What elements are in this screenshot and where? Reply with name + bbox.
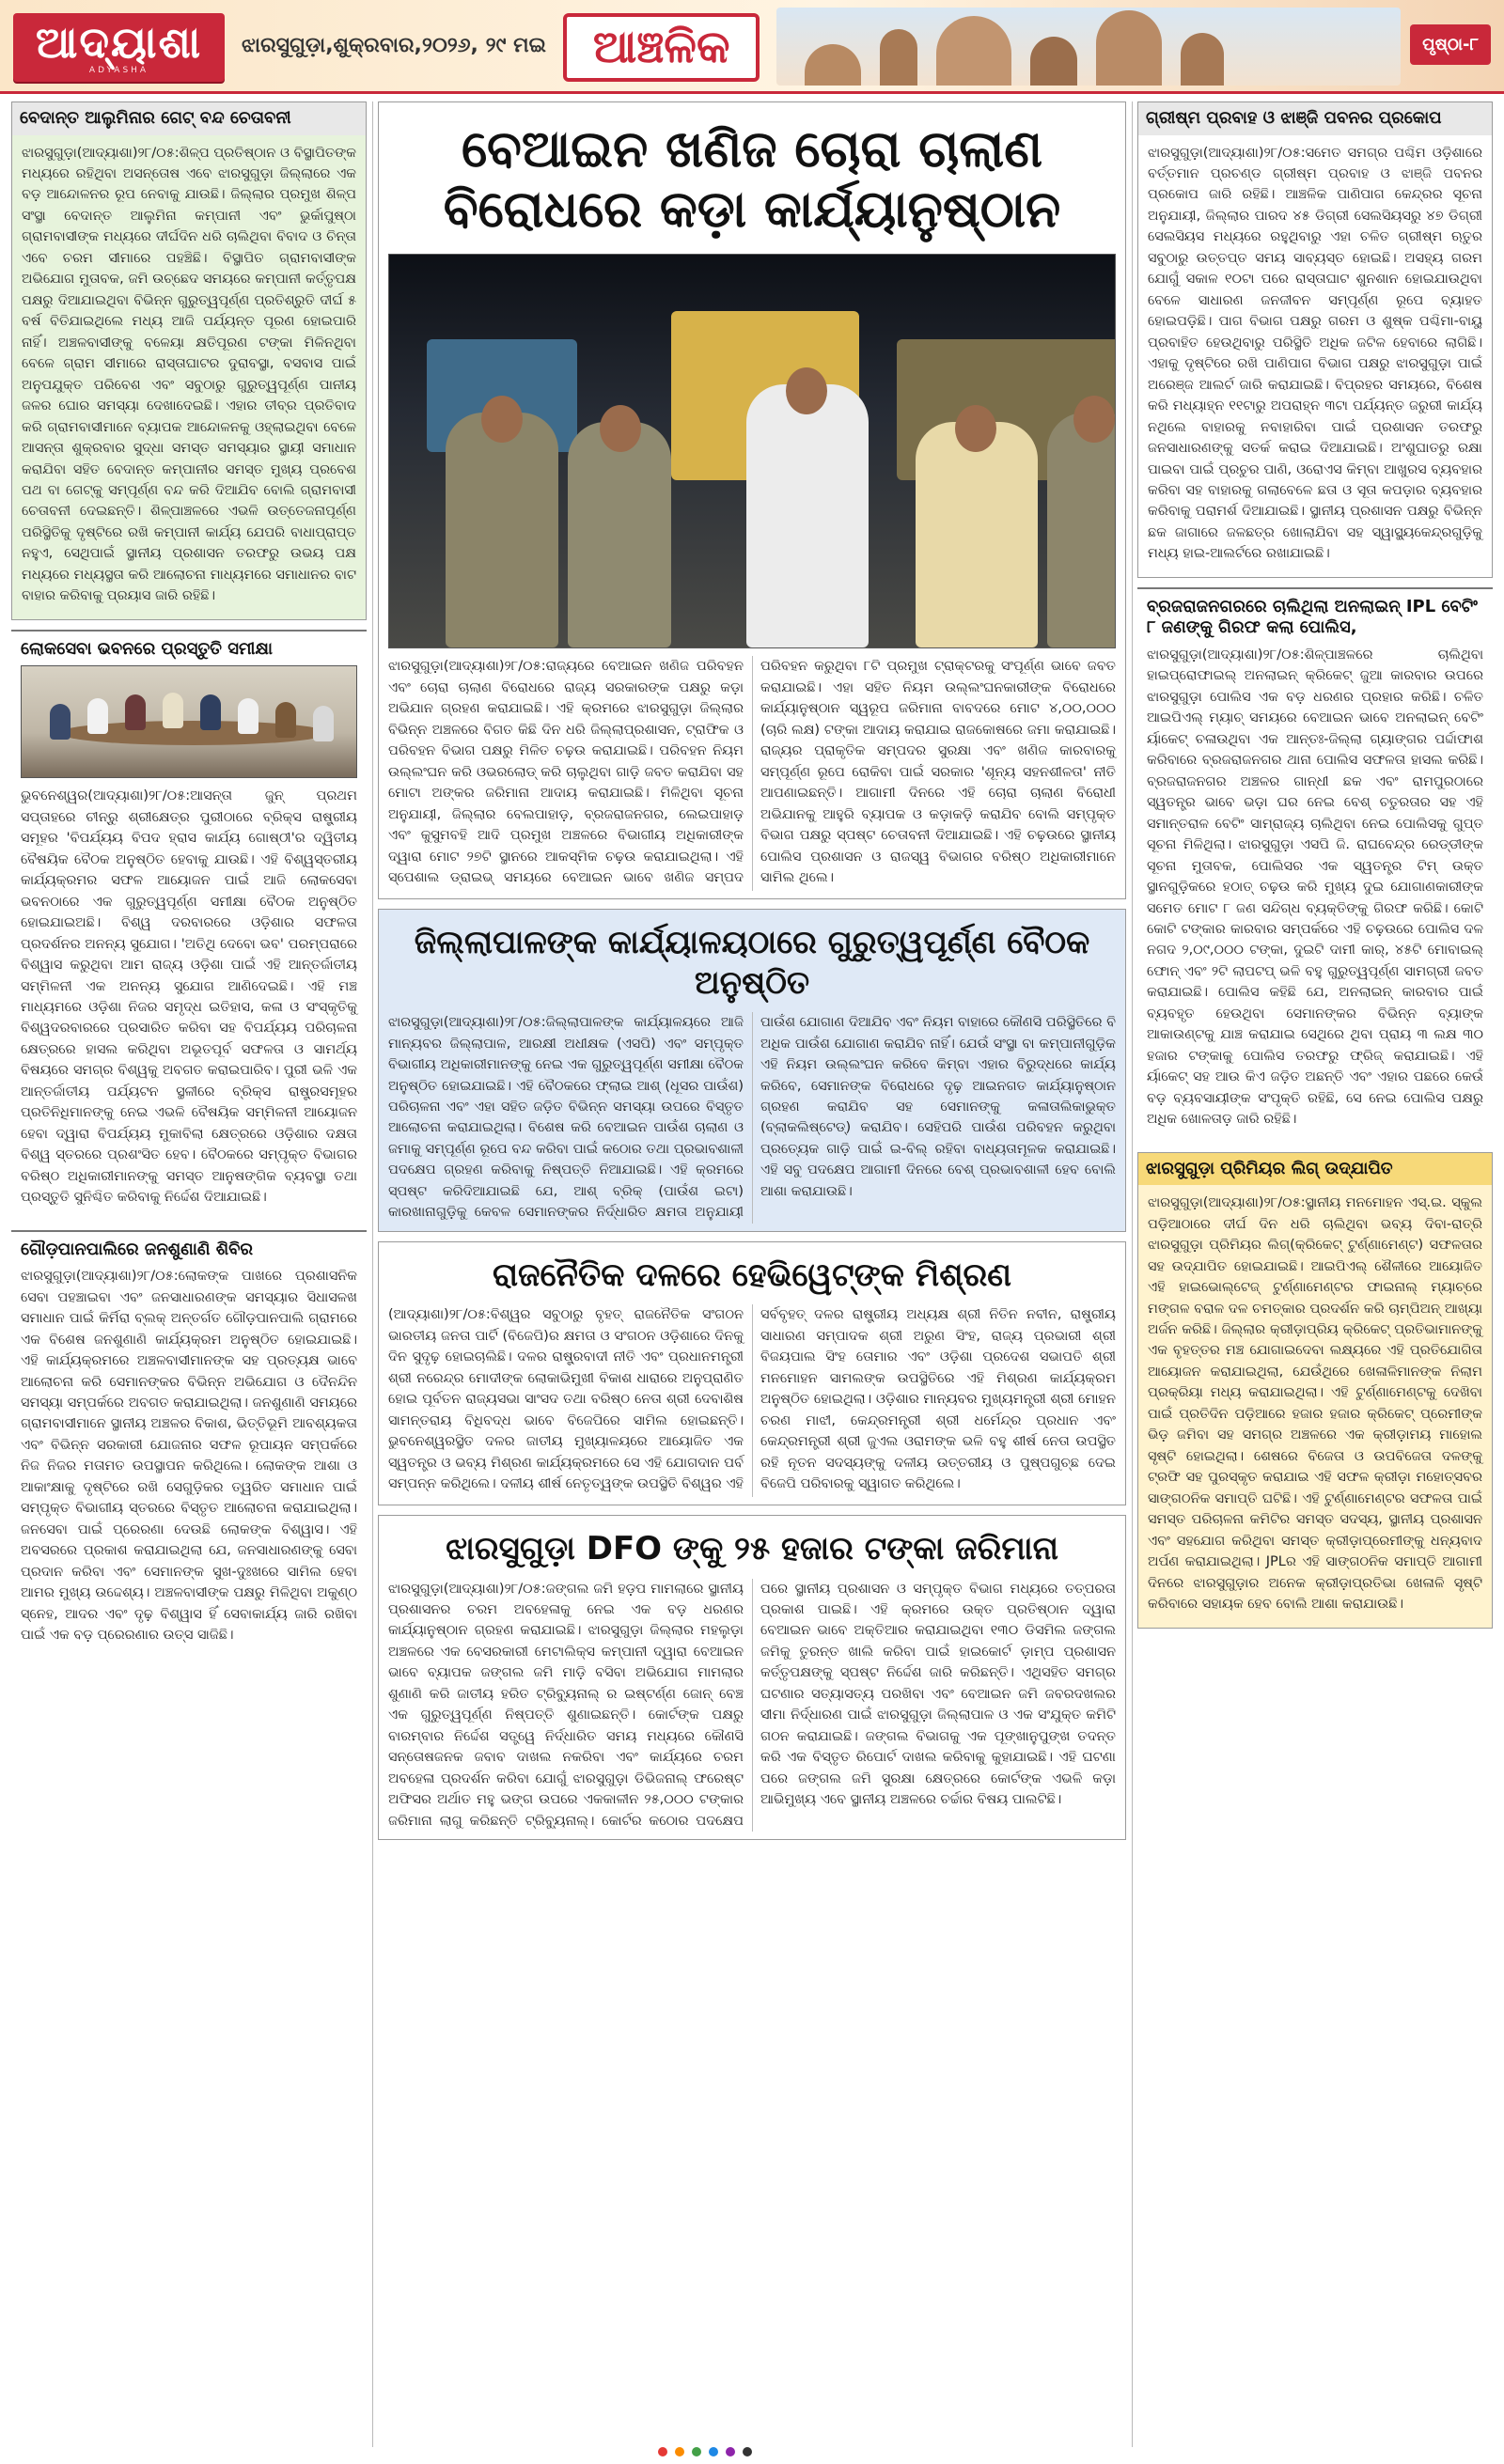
article-body bbox=[1147, 645, 1483, 1131]
article-paragraph: ଝାରସୁଗୁଡ଼ା(ଆଦ୍ୟାଶା)୨୮/୦୫:ଜିଲ୍ଲାପାଳଙ୍କ କାର୍ଯ୍ୟାଳୟରେ ଆଜି ମାନ୍ୟବର ଜିଲ୍ଲାପାଳ, ଆରକ୍ଷୀ ଅଧୀକ୍ଷକ (ଏସପି) ଏବଂ ସମ୍ପୃକ୍ତ ବିଭାଗୀୟ ଅଧିକାରୀମାନଙ୍କୁ ନେଇ ଏକ ଗୁରୁତ୍ୱପୂର୍ଣ୍ଣ ସମୀକ୍ଷା ବୈଠକ ଅନୁଷ୍ଠିତ ହୋଇଯାଇଛି। ଏହି ବୈଠକରେ ଫ୍ଲାଇ ଆଶ୍ (ଧୂସର ପାଉଁଶ) ପରିଚାଳନା ଏବଂ ଏହା ସହିତ ଜଡ଼ିତ ବିଭିନ୍ନ ସମସ୍ୟା ଉପରେ ବିସ୍ତୃତ ଆଲୋଚନା କରାଯାଇଥିଲା। ବିଶେଷ କରି ବେଆଇନ ପାଉଁଶ ଚାଲାଣ ଓ ଜମାକୁ ସମ୍ପୂର୍ଣ୍ଣ ରୂପେ ବନ୍ଦ କରିବା ପାଇଁ କଠୋର ତଥା ପ୍ରଭାବଶାଳୀ ପଦକ୍ଷେପ ଗ୍ରହଣ କରିବାକୁ ନିଷ୍ପତ୍ତି ନିଆଯାଇଛି। ଏହି କ୍ରମରେ ସ୍ପଷ୍ଟ କରିଦିଆଯାଇଛି ଯେ, ଆଶ୍ ବ୍ରିକ୍ (ପାଉଁଶ ଇଟା) କାରଖାନାଗୁଡ଼ିକୁ କେବଳ ସେମାନଙ୍କର ନିର୍ଦ୍ଧାରିତ କ୍ଷମତା ଅନୁଯାୟୀ ପାଉଁଶ ଯୋଗାଣ ଦିଆଯିବ ଏବଂ ନିୟମ ବାହାରେ କୌଣସି ପରିସ୍ଥିତିରେ ବି ଅଧିକ ପାଉଁଶ ଯୋଗାଣ କରାଯିବ ନାହିଁ। ଯେଉଁ ସଂସ୍ଥା ବା କମ୍ପାନୀଗୁଡ଼ିକ ଏହି ନିୟମ ଉଲ୍ଲଂଘନ କରିବେ କିମ୍ବା ଏହାର ବିରୁଦ୍ଧରେ କାର୍ଯ୍ୟ କରିବେ, ସେମାନଙ୍କ ବିରୋଧରେ ଦୃଢ଼ ଆଇନଗତ କାର୍ଯ୍ୟାନୁଷ୍ଠାନ ଗ୍ରହଣ କରାଯିବ ସହ ସେମାନଙ୍କୁ କଳାତାଲିକାଭୁକ୍ତ (ବ୍ଲାକଲିଷ୍ଟେଡ୍) କରାଯିବ। ସେହିପରି ପାଉଁଶ ପରିବହନ କରୁଥିବା ପ୍ରତ୍ୟେକ ଗାଡ଼ି ପାଇଁ ଇ-ବିଲ୍ ରହିବା ବାଧ୍ୟତାମୂଳକ କରାଯାଇଛି। ଏହି ସବୁ ପଦକ୍ଷେପ ଆଗାମୀ ଦିନରେ ବେଶ୍ ପ୍ରଭାବଶାଳୀ ହେବ ବୋଲି ଆଶା କରାଯାଉଛି। bbox=[388, 1015, 1116, 1221]
article-headline: ଗ୍ରୀଷ୍ମ ପ୍ରବାହ ଓ ଝାଞ୍ଜି ପବନର ପ୍ରକୋପ bbox=[1138, 102, 1492, 135]
article-headline: ଗୌଡ଼ପାନପାଲିରେ ଜନଶୁଣାଣି ଶିବିର bbox=[21, 1239, 254, 1259]
article-body bbox=[388, 1012, 1116, 1224]
masthead bbox=[0, 0, 1504, 94]
article-body bbox=[21, 1266, 357, 1645]
article-body bbox=[22, 143, 356, 607]
dateline: ଝାରସୁଗୁଡ଼ା,ଶୁକ୍ରବାର,୨୦୨୬, ୨୯ ମଇ bbox=[242, 34, 546, 57]
left-column bbox=[11, 101, 367, 2447]
article-premier-league bbox=[1137, 1152, 1493, 1629]
article-headline: ଲୋକସେବା ଭବନରେ ପ୍ରସ୍ତୁତି ସମୀକ୍ଷା bbox=[21, 638, 274, 659]
article-heatwave bbox=[1137, 101, 1493, 578]
section-title: ଆଞ୍ଚଳିକ bbox=[563, 13, 760, 82]
article-paragraph: ଝାରସୁଗୁଡ଼ା(ଆଦ୍ୟାଶା)୨୮/୦୫:ଶିଳ୍ପ ପ୍ରତିଷ୍ଠାନ ଓ ବିସ୍ଥାପିତଙ୍କ ମଧ୍ୟରେ ରହିଥିବା ଅସନ୍ତୋଷ ଏବେ ଝାରସୁଗୁଡ଼ା ଜିଲ୍ଲାରେ ଏକ ବଡ଼ ଆନ୍ଦୋଳନର ରୂପ ନେବାକୁ ଯାଉଛି। ଜିଲ୍ଲାର ପ୍ରମୁଖ ଶିଳ୍ପ ସଂସ୍ଥା ବେଦାନ୍ତ ଆଲୁମିନା କମ୍ପାନୀ ଏବଂ ଭୁର୍କାପୁଷ୍ଠା ଗ୍ରାମବାସୀଙ୍କ ମଧ୍ୟରେ ଦୀର୍ଘଦିନ ଧରି ଚାଲିଥିବା ବିବାଦ ଓ ଚିନ୍ତା ଏବେ ଚରମ ସୀମାରେ ପହଞ୍ଚିଛି। ବିସ୍ଥାପିତ ଗ୍ରାମବାସୀଙ୍କ ଅଭିଯୋଗ ମୁତାବକ, ଜମି ଉଚ୍ଛେଦ ସମୟରେ କମ୍ପାନୀ କର୍ତ୍ତୃପକ୍ଷ ପକ୍ଷରୁ ଦିଆଯାଇଥିବା ବିଭିନ୍ନ ଗୁରୁତ୍ୱପୂର୍ଣ୍ଣ ପ୍ରତିଶ୍ରୁତି ଦୀର୍ଘ ୫ ବର୍ଷ ବିତିଯାଇଥିଲେ ମଧ୍ୟ ଆଜି ପର୍ଯ୍ୟନ୍ତ ପୂରଣ ହୋଇପାରି ନାହିଁ। ଅଞ୍ଚଳବାସୀଙ୍କୁ ବଳେୟା କ୍ଷତିପୂରଣ ଟଙ୍କା ମିଳିନଥିବା ବେଳେ ଗ୍ରାମ ସୀମାରେ ରାସ୍ତାଘାଟର ଦୁରାବସ୍ଥା, ବସବାସ ପାଇଁ ଅନୁପଯୁକ୍ତ ପରିବେଶ ଏବଂ ସବୁଠାରୁ ଗୁରୁତ୍ୱପୂର୍ଣ୍ଣ ପାନୀୟ ଜଳର ଘୋର ସମସ୍ୟା ଦେଖାଦେଇଛି। ଏହାର ତୀବ୍ର ପ୍ରତିବାଦ କରି ଗ୍ରାମବାସୀମାନେ ବ୍ୟାପକ ଆନ୍ଦୋଳନକୁ ଓହ୍ଲାଇଥିବା ବେଳେ ଆସନ୍ତା ଶୁକ୍ରବାର ସୁଦ୍ଧା ସମସ୍ତ ସମସ୍ୟାର ସ୍ଥାୟୀ ସମାଧାନ କରାଯିବା ସହିତ ବେଦାନ୍ତ କମ୍ପାନୀର ସମସ୍ତ ମୁଖ୍ୟ ପ୍ରବେଶ ପଥ ବା ଗେଟ୍‌କୁ ସମ୍ପୂର୍ଣ୍ଣ ବନ୍ଦ କରି ଦିଆଯିବ ବୋଲି ଗ୍ରାମବାସୀ ଚେତାବନୀ ଦେଇଛନ୍ତି। ଶିଳ୍ପାଞ୍ଚଳରେ ଏଭଳି ଉତ୍ତେଜନାପୂର୍ଣ୍ଣ ପରିସ୍ଥିତିକୁ ଦୃଷ୍ଟିରେ ରଖି କମ୍ପାନୀ କାର୍ଯ୍ୟ ଯେପରି ବାଧାପ୍ରାପ୍ତ ନହୁଏ, ସେଥିପାଇଁ ସ୍ଥାନୀୟ ପ୍ରଶାସନ ତରଫରୁ ଉଭୟ ପକ୍ଷ ମଧ୍ୟରେ ମଧ୍ୟସ୍ଥତା କରି ଆଲୋଚନା ମାଧ୍ୟମରେ ସମାଧାନର ବାଟ ବାହାର କରିବାକୁ ପ୍ରୟାସ ଜାରି ରହିଛି। bbox=[22, 145, 356, 604]
lead-headline-line-1: ବେଆଇନ ଖଣିଜ ଚୋରା ଚାଲାଣ bbox=[461, 119, 1043, 179]
logo-subtext: ADYASHA bbox=[88, 65, 149, 75]
page-number-badge: ପୃଷ୍ଠା-୮ bbox=[1410, 24, 1491, 65]
article-political-joining bbox=[378, 1241, 1126, 1505]
article-paragraph: ଝାରସୁଗୁଡ଼ା(ଆଦ୍ୟାଶା)୨୮/୦୫:ସ୍ଥାନୀୟ ମନମୋହନ ଏସ୍.ଇ. ସ୍କୁଲ ପଡ଼ିଆଠାରେ ଦୀର୍ଘ ଦିନ ଧରି ଚାଲିଥିବା ଭବ୍ୟ ଦିବା-ରାତ୍ରି ଝାରସୁଗୁଡ଼ା ପ୍ରିମିୟର ଲିଗ୍(କ୍ରିକେଟ୍ ଟୁର୍ଣ୍ଣାମେଣ୍ଟ) ସଫଳତାର ସହ ଉଦ୍‌ଯାପିତ ହୋଇଯାଇଛି। ଆଇପିଏଲ୍ ଶୈଳୀରେ ଆୟୋଜିତ ଏହି ହାଇଭୋଲ୍ଟେଜ୍ ଟୁର୍ଣ୍ଣାମେଣ୍ଟର ଫାଇନାଲ୍ ମ୍ୟାଚ୍‌ରେ ମଙ୍ଗଳ ବରାଳ ଦଳ ଚମତ୍କାର ପ୍ରଦର୍ଶନ କରି ଚାମ୍ପିଅନ୍ ଆଖ୍ୟା ଅର୍ଜନ କରିଛି। ଜିଲ୍ଲାର କ୍ରୀଡ଼ାପ୍ରିୟ କ୍ରିକେଟ୍ ପ୍ରତିଭାମାନଙ୍କୁ ଏକ ବୃହତ୍ତର ମଞ୍ଚ ଯୋଗାଇଦେବା ଲକ୍ଷ୍ୟରେ ଏହି ପ୍ରତିଯୋଗିତା ଆୟୋଜନ କରାଯାଇଥିଲା, ଯେଉଁଥିରେ ଖେଳାଳିମାନଙ୍କ ନିଲାମ ପ୍ରକ୍ରିୟା ମଧ୍ୟ କରାଯାଇଥିଲା। ଏହି ଟୁର୍ଣ୍ଣାମେଣ୍ଟକୁ ଦେଖିବା ପାଇଁ ପ୍ରତିଦିନ ପଡ଼ିଆରେ ହଜାର ହଜାର କ୍ରିକେଟ୍ ପ୍ରେମୀଙ୍କ ଭିଡ଼ ଜମିବା ସହ ସମଗ୍ର ଅଞ୍ଚଳରେ ଏକ କ୍ରୀଡ଼ାମୟ ମାହୋଲ ସୃଷ୍ଟି ହୋଇଥିଲା। ଶେଷରେ ବିଜେତା ଓ ଉପବିଜେତା ଦଳଙ୍କୁ ଟ୍ରଫି ସହ ପୁରସ୍କୃତ କରାଯାଇ ଏହି ସଫଳ କ୍ରୀଡ଼ା ମହୋତ୍ସବର ସାଙ୍ଗଠନିକ ସମାପ୍ତି ଘଟିଛି। ଏହି ଟୁର୍ଣ୍ଣାମେଣ୍ଟର ସଫଳତା ପାଇଁ ସମସ୍ତ ପରିଚାଳନା କମିଟିର ସମସ୍ତ ସଦସ୍ୟ, ସ୍ଥାନୀୟ ପ୍ରଶାସନ ଏବଂ ସହଯୋଗ କରିଥିବା ସମସ୍ତ କ୍ରୀଡ଼ାପ୍ରେମୀଙ୍କୁ ଧନ୍ୟବାଦ ଅର୍ପଣ କରାଯାଇଥିଲା। JPLର ଏହି ସାଙ୍ଗଠନିକ ସମାପ୍ତି ଆଗାମୀ ଦିନରେ ଝାରସୁଗୁଡ଼ାର ଅନେକ କ୍ରୀଡ଼ାପ୍ରତିଭା ଖେଳାଳି ସୃଷ୍ଟି କରିବାରେ ସହାୟକ ହେବ ବୋଲି ଆଶା କରାଯାଉଛି। bbox=[1148, 1195, 1482, 1613]
article-headline: ବେଦାନ୍ତ ଆଲୁମିନାର ଗେଟ୍ ବନ୍ଦ ଚେତାବନୀ bbox=[12, 102, 366, 135]
article-headline: ଝାରସୁଗୁଡ଼ା DFO ଙ୍କୁ ୨୫ ହଜାର ଟଙ୍କା ଜରିମାନା bbox=[446, 1530, 1058, 1567]
lead-headline-line-2: ବିରୋଧରେ କଡ଼ା କାର୍ଯ୍ୟାନୁଷ୍ଠାନ bbox=[443, 179, 1061, 239]
middle-column bbox=[378, 101, 1126, 2447]
article-janasunani-camp bbox=[11, 1230, 367, 1659]
meeting-photo bbox=[21, 665, 357, 778]
article-body bbox=[1148, 143, 1482, 565]
article-headline: ଝାରସୁଗୁଡ଼ା ପ୍ରିମିୟର ଲିଗ୍ ଉଦ୍‌ଯାପିତ bbox=[1138, 1153, 1492, 1186]
article-paragraph: (ଆଦ୍ୟାଶା)୨୮/୦୫:ବିଶ୍ୱର ସବୁଠାରୁ ବୃହତ୍ ରାଜନୈତିକ ସଂଗଠନ ଭାରତୀୟ ଜନତା ପାର୍ଟି (ବିଜେପି)ର କ୍ଷମତା ଓ ସଂଗଠନ ଓଡ଼ିଶାରେ ଦିନକୁ ଦିନ ସୁଦୃଢ଼ ହୋଇଚାଲିଛି। ଦଳର ରାଷ୍ଟ୍ରବାଦୀ ନୀତି ଏବଂ ପ୍ରଧାନମନ୍ତ୍ରୀ ଶ୍ରୀ ନରେନ୍ଦ୍ର ମୋଦୀଙ୍କ ଲୋକାଭିମୁଖୀ ବିକାଶ ଧାରାରେ ଅନୁପ୍ରାଣିତ ହୋଇ ପୂର୍ବତନ ରାଜ୍ୟସଭା ସାଂସଦ ତଥା ବରିଷ୍ଠ ନେତା ଶ୍ରୀ ଦେବାଶିଷ ସାମନ୍ତରାୟ ବିଧିବଦ୍ଧ ଭାବେ ବିଜେପିରେ ସାମିଲ ହୋଇଛନ୍ତି। ଭୁବନେଶ୍ୱରସ୍ଥିତ ଦଳର ଜାତୀୟ ମୁଖ୍ୟାଳୟରେ ଆୟୋଜିତ ଏକ ସ୍ୱତନ୍ତ୍ର ଓ ଭବ୍ୟ ମିଶ୍ରଣ କାର୍ଯ୍ୟକ୍ରମରେ ସେ ଏହି ଯୋଗଦାନ ପର୍ବ ସମ୍ପନ୍ନ କରିଥିଲେ। ଦଳୀୟ ଶୀର୍ଷ ନେତୃତ୍ୱଙ୍କ ଉପସ୍ଥିତି ବିଶ୍ୱର ଏହି ସର୍ବବୃହତ୍ ଦଳର ରାଷ୍ଟ୍ରୀୟ ଅଧ୍ୟକ୍ଷ ଶ୍ରୀ ନିତିନ ନବୀନ, ରାଷ୍ଟ୍ରୀୟ ସାଧାରଣ ସମ୍ପାଦକ ଶ୍ରୀ ଅରୁଣ ସିଂହ, ରାଜ୍ୟ ପ୍ରଭାରୀ ଶ୍ରୀ ବିଜୟପାଲ ସିଂହ ତୋମାର ଏବଂ ଓଡ଼ିଶା ପ୍ରଦେଶ ସଭାପତି ଶ୍ରୀ ମନମୋହନ ସାମଲଙ୍କ ଉପସ୍ଥିତିରେ ଏହି ମିଶ୍ରଣ କାର୍ଯ୍ୟକ୍ରମ ଅନୁଷ୍ଠିତ ହୋଇଥିଲା। ଓଡ଼ିଶାର ମାନ୍ୟବର ମୁଖ୍ୟମନ୍ତ୍ରୀ ଶ୍ରୀ ମୋହନ ଚରଣ ମାଝୀ, କେନ୍ଦ୍ରମନ୍ତ୍ରୀ ଶ୍ରୀ ଧର୍ମେନ୍ଦ୍ର ପ୍ରଧାନ ଏବଂ କେନ୍ଦ୍ରମନ୍ତ୍ରୀ ଶ୍ରୀ ଜୁଏଲ ଓରାମଙ୍କ ଭଳି ବହୁ ଶୀର୍ଷ ନେତା ଉପସ୍ଥିତ ରହି ନୂତନ ସଦସ୍ୟଙ୍କୁ ଦଳୀୟ ଉତ୍ତରୀୟ ଓ ପୁଷ୍ପଗୁଚ୍ଛ ଦେଇ ବିଜେପି ପରିବାରକୁ ସ୍ୱାଗତ କରିଥିଲେ। bbox=[388, 1307, 1116, 1492]
lead-headline bbox=[388, 119, 1116, 239]
article-body bbox=[1148, 1193, 1482, 1614]
article-body bbox=[21, 786, 357, 1208]
article-headline: ରାଜନୈତିକ ଦଳରେ ହେଭିୱେଟ୍‌ଙ୍କ ମିଶ୍ରଣ bbox=[493, 1255, 1011, 1294]
article-paragraph: ଝାରସୁଗୁଡ଼ା(ଆଦ୍ୟାଶା)୨୮/୦୫:ସମେତ ସମଗ୍ର ପଶ୍ଚିମ ଓଡ଼ିଶାରେ ବର୍ତ୍ତମାନ ପ୍ରଚଣ୍ଡ ଗ୍ରୀଷ୍ମ ପ୍ରବାହ ଓ ଝାଞ୍ଜି ପବନର ପ୍ରକୋପ ଜାରି ରହିଛି। ଆଞ୍ଚଳିକ ପାଣିପାଗ କେନ୍ଦ୍ରର ସୂଚନା ଅନୁଯାୟୀ, ଜିଲ୍ଲାର ପାରଦ ୪୫ ଡିଗ୍ରୀ ସେଲସିୟସରୁ ୪୭ ଡିଗ୍ରୀ ସେଲସିୟସ ମଧ୍ୟରେ ରହୁଥିବାରୁ ଏହା ଚଳିତ ଗ୍ରୀଷ୍ମ ଋତୁର ସବୁଠାରୁ ଉତ୍ତପ୍ତ ସମୟ ସାବ୍ୟସ୍ତ ହୋଇଛି। ଅସହ୍ୟ ଗରମ ଯୋଗୁଁ ସକାଳ ୧୦ଟା ପରେ ରାସ୍ତାଘାଟ ଶୁନଶାନ ହୋଇଯାଉଥିବା ବେଳେ ସାଧାରଣ ଜନଜୀବନ ସମ୍ପୂର୍ଣ୍ଣ ରୂପେ ବ୍ୟାହତ ହୋଇପଡ଼ିଛି। ପାଗ ବିଭାଗ ପକ୍ଷରୁ ଗରମ ଓ ଶୁଷ୍କ ପଶ୍ଚିମା-ବାୟୁ ପ୍ରବାହିତ ହେଉଥିବାରୁ ପରିସ୍ଥିତି ଅଧିକ ଜଟିଳ ହେବାରେ ଲାଗିଛି। ଏହାକୁ ଦୃଷ୍ଟିରେ ରଖି ପାଣିପାଗ ବିଭାଗ ପକ୍ଷରୁ ଝାରସୁଗୁଡ଼ା ପାଇଁ ଅରେଞ୍ଜ ଆଲର୍ଟ ଜାରି କରାଯାଇଛି। ବିପ୍ରହର ସମୟରେ, ବିଶେଷ କରି ମଧ୍ୟାହ୍ନ ୧୧ଟାରୁ ଅପରାହ୍ନ ୩ଟା ପର୍ଯ୍ୟନ୍ତ ଜରୁରୀ କାର୍ଯ୍ୟ ନଥିଲେ ବାହାରକୁ ନବାହାରିବା ପାଇଁ ପ୍ରଶାସନ ତରଫରୁ ଜନସାଧାରଣଙ୍କୁ ସତର୍କ କରାଇ ଦିଆଯାଇଛି। ଅଂଶୁଘାତରୁ ରକ୍ଷା ପାଇବା ପାଇଁ ପ୍ରଚୁର ପାଣି, ଓରୋଏସ କିମ୍ବା ଆଖୁରସ ବ୍ୟବହାର କରିବା ସହ ବାହାରକୁ ଗଲାବେଳେ ଛତା ଓ ସୂତା କପଡ଼ାର ବ୍ୟବହାର କରିବାକୁ ପରାମର୍ଶ ଦିଆଯାଇଛି। ସ୍ଥାନୀୟ ପ୍ରଶାସନ ପକ୍ଷରୁ ବିଭିନ୍ନ ଛକ ଜାଗାରେ ଜଳଛତ୍ର ଖୋଲାଯିବା ସହ ସ୍ୱାସ୍ଥ୍ୟକେନ୍ଦ୍ରଗୁଡ଼ିକୁ ମଧ୍ୟ ହାଇ-ଆଲର୍ଟରେ ରଖାଯାଇଛି। bbox=[1148, 145, 1482, 562]
article-body bbox=[388, 1304, 1116, 1497]
article-body bbox=[388, 656, 1116, 891]
article-paragraph: ଝାରସୁଗୁଡ଼ା(ଆଦ୍ୟାଶା)୨୮/୦୫:ଲୋକଙ୍କ ପାଖରେ ପ୍ରଶାସନିକ ସେବା ପହଞ୍ଚାଇବା ଏବଂ ଜନସାଧାରଣଙ୍କ ସମସ୍ୟାର ସିଧାସଳଖ ସମାଧାନ ପାଇଁ କିର୍ମିରା ବ୍ଲକ୍ ଅନ୍ତର୍ଗତ ଗୌଡ଼ପାନପାଲି ଗ୍ରାମରେ ଏକ ବିଶେଷ ଜନଶୁଣାଣି କାର୍ଯ୍ୟକ୍ରମ ଅନୁଷ୍ଠିତ ହୋଇଯାଇଛି। ଏହି କାର୍ଯ୍ୟକ୍ରମରେ ଅଞ୍ଚଳବାସୀମାନଙ୍କ ସହ ପ୍ରତ୍ୟକ୍ଷ ଭାବେ ଆଲୋଚନା କରି ସେମାନଙ୍କର ବିଭିନ୍ନ ଅଭିଯୋଗ ଓ ଦୈନନ୍ଦିନ ସମସ୍ୟା ସମ୍ପର୍କରେ ଅବଗତ କରାଯାଇଥିଲା। ଜନଶୁଣାଣି ସମୟରେ ଗ୍ରାମବାସୀମାନେ ସ୍ଥାନୀୟ ଅଞ୍ଚଳର ବିକାଶ, ଭିତ୍ତିଭୂମି ଆବଶ୍ୟକତା ଏବଂ ବିଭିନ୍ନ ସରକାରୀ ଯୋଜନାର ସଫଳ ରୂପାୟନ ସମ୍ପର୍କରେ ନିଜ ନିଜର ମତାମତ ଉପସ୍ଥାପନ କରିଥିଲେ। ଲୋକଙ୍କ ଆଶା ଓ ଆକାଂକ୍ଷାକୁ ଦୃଷ୍ଟିରେ ରଖି ସେଗୁଡ଼ିକର ତ୍ୱରିତ ସମାଧାନ ପାଇଁ ସମ୍ପୃକ୍ତ ବିଭାଗୀୟ ସ୍ତରରେ ବିସ୍ତୃତ ଆଲୋଚନା କରାଯାଇଥିଲା। ଜନସେବା ପାଇଁ ପ୍ରେରଣା ଦେଉଛି ଲୋକଙ୍କ ବିଶ୍ୱାସ। ଏହି ଅବସରରେ ପ୍ରକାଶ କରାଯାଇଥିଲା ଯେ, ଜନସାଧାରଣଙ୍କୁ ସେବା ପ୍ରଦାନ କରିବା ଏବଂ ସେମାନଙ୍କ ସୁଖ-ଦୁଃଖରେ ସାମିଲ ହେବା ଆମର ମୁଖ୍ୟ ଉଦ୍ଦେଶ୍ୟ। ଅଞ୍ଚଳବାସୀଙ୍କ ପକ୍ଷରୁ ମିଳିଥିବା ଅକୁଣ୍ଠ ସ୍ନେହ, ଆଦର ଏବଂ ଦୃଢ଼ ବିଶ୍ୱାସ ହିଁ ସେବାକାର୍ଯ୍ୟ ଜାରି ରଖିବା ପାଇଁ ଏକ ବଡ଼ ପ୍ରେରଣାର ଉତ୍ସ ସାଜିଛି। bbox=[21, 1269, 357, 1644]
article-dfo-fine bbox=[378, 1515, 1126, 1840]
logo-text: ଆଦ୍ୟାଶା bbox=[35, 16, 203, 68]
article-headline: ଜିଲ୍ଲାପାଳଙ୍କ କାର୍ଯ୍ୟାଳୟଠାରେ ଗୁରୁତ୍ୱପୂର୍ଣ୍ଣ ବୈଠକ ଅନୁଷ୍ଠିତ bbox=[414, 924, 1090, 1002]
color-registration-dots bbox=[658, 2447, 752, 2456]
right-column bbox=[1137, 101, 1493, 2447]
article-lokaseva-review bbox=[11, 630, 367, 1221]
article-body bbox=[388, 1579, 1116, 1832]
seized-vehicles-photo bbox=[388, 254, 1116, 648]
article-paragraph: ଭୁବନେଶ୍ୱର(ଆଦ୍ୟାଶା)୨୮/୦୫:ଆସନ୍ତା ଜୁନ୍ ପ୍ରଥମ ସପ୍ତାହରେ ଚୀନ୍‌ରୁ ଶ୍ରୀକ୍ଷେତ୍ର ପୁରୀଠାରେ ବ୍ରିକ୍ସ ରାଷ୍ଟ୍ରୀୟ ସମୂହର 'ବିପର୍ଯ୍ୟୟ ବିପଦ ହ୍ରାସ କାର୍ଯ୍ୟ ଗୋଷ୍ଠୀ'ର ଦ୍ୱିତୀୟ ବୈଷୟିକ ବୈଠକ ଅନୁଷ୍ଠିତ ହେବାକୁ ଯାଉଛି। ଏହି ବିଶ୍ୱସ୍ତରୀୟ କାର୍ଯ୍ୟକ୍ରମର ସଫଳ ଆୟୋଜନ ପାଇଁ ଆଜି ଲୋକସେବା ଭବନଠାରେ ଏକ ଗୁରୁତ୍ୱପୂର୍ଣ୍ଣ ସମୀକ୍ଷା ବୈଠକ ଅନୁଷ୍ଠିତ ହୋଇଯାଇଅଛି। ବିଶ୍ୱ ଦରବାରରେ ଓଡ଼ିଶାର ସଫଳତା ପ୍ରଦର୍ଶନର ଅନନ୍ୟ ସୁଯୋଗ। 'ଅତିଥି ଦେବୋ ଭବ' ପରମ୍ପରାରେ ବିଶ୍ୱାସ କରୁଥିବା ଆମ ରାଜ୍ୟ ଓଡ଼ିଶା ପାଇଁ ଏହି ଆନ୍ତର୍ଜାତୀୟ ସମ୍ମିଳନୀ ଏକ ଅନନ୍ୟ ସୁଯୋଗ ଆଣିଦେଇଛି। ଏହି ମଞ୍ଚ ମାଧ୍ୟମରେ ଓଡ଼ିଶା ନିଜର ସମୃଦ୍ଧ ଇତିହାସ, କଳା ଓ ସଂସ୍କୃତିକୁ ବିଶ୍ୱଦରବାରରେ ପ୍ରସାରିତ କରିବା ସହ ବିପର୍ଯ୍ୟୟ ପରିଚାଳନା କ୍ଷେତ୍ରରେ ହାସଲ କରିଥିବା ଅଭୂତପୂର୍ବ ସଫଳତା ଓ ସାମର୍ଥ୍ୟ ବିଷୟରେ ସମଗ୍ର ବିଶ୍ୱକୁ ଅବଗତ କରାଇପାରିବ। ପୁରୀ ଭଳି ଏକ ଆନ୍ତର୍ଜାତୀୟ ପର୍ଯ୍ୟଟନ ସ୍ଥଳୀରେ ବ୍ରିକ୍ସ ରାଷ୍ଟ୍ରସମୂହର ପ୍ରତିନିଧିମାନଙ୍କୁ ନେଇ ଏଭଳି ବୈଷୟିକ ସମ୍ମିଳନୀ ଆୟୋଜନ ହେବା ଦ୍ୱାରା ବିପର୍ଯ୍ୟୟ ମୁକାବିଲା କ୍ଷେତ୍ରରେ ଓଡ଼ିଶାର ଦକ୍ଷତା ବିଶ୍ୱ ସ୍ତରରେ ପ୍ରଶଂସିତ ହେବ। ବୈଠକରେ ସମ୍ପୃକ୍ତ ବିଭାଗର ବରିଷ୍ଠ ଅଧିକାରୀମାନଙ୍କୁ ସମସ୍ତ ଆନୁଷଙ୍ଗିକ ବ୍ୟବସ୍ଥା ତଥା ପ୍ରସ୍ତୁତି ସୁନିଶ୍ଚିତ କରିବାକୁ ନିର୍ଦ୍ଦେଶ ଦିଆଯାଇଛି। bbox=[21, 788, 357, 1206]
article-headline: ବ୍ରଜରାଜନଗରରେ ଚାଲିଥିଲା ଅନଲାଇନ୍ IPL ବେଟିଂ ୮ ଜଣଙ୍କୁ ଗିରଫ କଲା ପୋଲିସ, bbox=[1147, 596, 1478, 638]
temple-skyline-image bbox=[776, 8, 1401, 86]
article-collector-meeting bbox=[378, 909, 1126, 1232]
article-paragraph: ଝାରସୁଗୁଡ଼ା(ଆଦ୍ୟାଶା)୨୮/୦୫:ରାଜ୍ୟରେ ବେଆଇନ ଖଣିଜ ପରିବହନ ଏବଂ ଚୋରା ଚାଲାଣ ବିରୋଧରେ ରାଜ୍ୟ ସରକାରଙ୍କ ପକ୍ଷରୁ କଡ଼ା ଅଭିଯାନ ଗ୍ରହଣ କରାଯାଇଛି। ଏହି କ୍ରମରେ ଝାରସୁଗୁଡ଼ା ଜିଲ୍ଲାର ବିଭିନ୍ନ ଅଞ୍ଚଳରେ ବିଗତ କିଛି ଦିନ ଧରି ଜିଲ୍ଲାପ୍ରଶାସନ, ଟ୍ରାଫିକ ଓ ପରିବହନ ବିଭାଗ ପକ୍ଷରୁ ମିଳିତ ଚଢ଼ଉ କରାଯାଇଛି। ପରିବହନ ନିୟମ ଉଲ୍ଲଂଘନ କରି ଓଭରଲୋଡ୍ କରି ଚାଲୁଥିବା ଗାଡ଼ି ଜବତ କରାଯିବା ସହ ମୋଟା ଅଙ୍କର ଜରିମାନା ଆଦାୟ କରାଯାଇଛି। ମିଳିଥିବା ସୂଚନା ଅନୁଯାୟୀ, ଜିଲ୍ଲାର ବେଲପାହାଡ଼, ବ୍ରଜରାଜନଗର, ଲେଇପାହାଡ଼ ଏବଂ କୁସୁମବହି ଆଦି ପ୍ରମୁଖ ଅଞ୍ଚଳରେ ବିଭାଗୀୟ ଅଧିକାରୀଙ୍କ ଦ୍ୱାରା ମୋଟ ୨୭ଟି ସ୍ଥାନରେ ଆକସ୍ମିକ ଚଢ଼ଉ କରାଯାଇଥିଲା। ଏହି ସ୍ପେଶାଲ ଡ୍ରାଇଭ୍ ସମୟରେ ବେଆଇନ ଭାବେ ଖଣିଜ ସମ୍ପଦ ପରିବହନ କରୁଥିବା ୮ଟି ପ୍ରମୁଖ ଟ୍ରାକ୍ଟରକୁ ସଂପୂର୍ଣ୍ଣ ଭାବେ ଜବତ କରାଯାଇଛି। ଏହା ସହିତ ନିୟମ ଉଲ୍ଲଂଘନକାରୀଙ୍କ ବିରୋଧରେ କାର୍ଯ୍ୟାନୁଷ୍ଠାନ ସ୍ୱରୂପ ଜରିମାନା ବାବଦରେ ମୋଟ ୪,୦୦,୦୦୦ (ଚାରି ଲକ୍ଷ) ଟଙ୍କା ଆଦାୟ କରାଯାଇ ରାଜକୋଷରେ ଜମା କରାଯାଇଛି। ରାଜ୍ୟର ପ୍ରାକୃତିକ ସମ୍ପଦର ସୁରକ୍ଷା ଏବଂ ଖଣିଜ କାରବାରକୁ ସମ୍ପୂର୍ଣ୍ଣ ରୂପେ ରୋକିବା ପାଇଁ ସରକାର 'ଶୂନ୍ୟ ସହନଶୀଳତା' ନୀତି ଆପଣାଇଛନ୍ତି। ଆଗାମୀ ଦିନରେ ଏହି ଚୋରା ଚାଲାଣ ବିରୋଧୀ ଅଭିଯାନକୁ ଆହୁରି ବ୍ୟାପକ ଓ କଡ଼ାକଡ଼ି କରାଯିବ ବୋଲି ସମ୍ପୃକ୍ତ ବିଭାଗ ପକ୍ଷରୁ ସ୍ପଷ୍ଟ ଚେତାବନୀ ଦିଆଯାଇଛି। ଏହି ଚଢ଼ଉରେ ସ୍ଥାନୀୟ ପୋଲିସ ପ୍ରଶାସନ ଓ ରାଜସ୍ୱ ବିଭାଗର ବରିଷ୍ଠ ଅଧିକାରୀମାନେ ସାମିଲ ଥିଲେ। bbox=[388, 659, 1116, 886]
article-vedanta-gate bbox=[11, 101, 367, 620]
newspaper-logo bbox=[13, 13, 225, 82]
article-paragraph: ଝାରସୁଗୁଡ଼ା(ଆଦ୍ୟାଶା)୨୮/୦୫:ଶିଳ୍ପାଞ୍ଚଳରେ ଚାଲିଥିବା ହାଇପ୍ରୋଫାଇଲ୍ ଅନଲାଇନ୍ କ୍ରିକେଟ୍ ଜୁଆ କାରବାର ଉପରେ ଝାରସୁଗୁଡ଼ା ପୋଲିସ ଏକ ବଡ଼ ଧରଣର ପ୍ରହାର କରିଛି। ଚଳିତ ଆଇପିଏଲ୍ ମ୍ୟାଚ୍ ସମୟରେ ବେଆଇନ ଭାବେ ଅନଲାଇନ୍ ବେଟିଂ ର୍ୟାକେଟ୍ ଚଳାଉଥିବା ଏକ ଆନ୍ତଃ-ଜିଲ୍ଲା ଗ୍ୟାଙ୍ଗର ପର୍ଦ୍ଦାଫାଶ କରିବାରେ ବ୍ରଜରାଜନଗର ଥାନା ପୋଲିସ ସଫଳତା ହାସଲ କରିଛି। ବ୍ରଜରାଜନଗର ଅଞ୍ଚଳର ଗାନ୍ଧୀ ଛକ ଏବଂ ରାମପୁରଠାରେ ସ୍ୱତନ୍ତ୍ର ଭାବେ ଭଡ଼ା ଘର ନେଇ ବେଶ୍ ଚତୁରତାର ସହ ଏହି ସମାନ୍ତରାଳ ବେଟିଂ ସାମ୍ରାଜ୍ୟ ଚାଲିଥିବା ନେଇ ପୋଲିସକୁ ଗୁପ୍ତ ସୂଚନା ମିଳିଥିଲା। ଝାରସୁଗୁଡ଼ା ଏସପି ଜି. ରାଘବେନ୍ଦ୍ର ରେଡ୍ଡୀଙ୍କ ସୂଚନା ମୁତାବକ, ପୋଲିସର ଏକ ସ୍ୱତନ୍ତ୍ର ଟିମ୍ ଉକ୍ତ ସ୍ଥାନଗୁଡ଼ିକରେ ହଠାତ୍ ଚଢ଼ଉ କରି ମୁଖ୍ୟ ଦୁଇ ଯୋଗାଣକାରୀଙ୍କ ସମେତ ମୋଟ ୮ ଜଣ ସନ୍ଦିଗ୍ଧ ବ୍ୟକ୍ତିଙ୍କୁ ଗିରଫ କରିଛି। କୋଟି କୋଟି ଟଙ୍କାର କାରବାର ସମ୍ପର୍କରେ ଏହି ଚଢ଼ଉରେ ପୋଲିସ ଦଳ ନଗଦ ୨,୦୯,୦୦୦ ଟଙ୍କା, ଦୁଇଟି ଦାମୀ କାର୍, ୪୫ଟି ମୋବାଇଲ୍ ଫୋନ୍ ଏବଂ ୨ଟି ଲାପଟପ୍ ଭଳି ବହୁ ଗୁରୁତ୍ୱପୂର୍ଣ୍ଣ ସାମଗ୍ରୀ ଜବତ କରାଯାଇଛି। ପୋଲିସ କହିଛି ଯେ, ଅନଲାଇନ୍ କାରବାର ପାଇଁ ବ୍ୟବହୃତ ହେଉଥିବା ସେମାନଙ୍କର ବିଭିନ୍ନ ବ୍ୟାଙ୍କ ଆକାଉଣ୍ଟକୁ ଯାଞ୍ଚ କରାଯାଇ ସେଥିରେ ଥିବା ପ୍ରାୟ ୩ ଲକ୍ଷ ୩୦ ହଜାର ଟଙ୍କାକୁ ପୋଲିସ ତରଫରୁ ଫ୍ରିଜ୍ କରାଯାଇଛି। ଏହି ର୍ୟାକେଟ୍ ସହ ଆଉ କିଏ ଜଡ଼ିତ ଅଛନ୍ତି ଏବଂ ଏହାର ପଛରେ କେଉଁ ବଡ଼ ବ୍ୟବସାୟୀଙ୍କ ସଂପୃକ୍ତି ରହିଛି, ସେ ନେଇ ପୋଲିସ ପକ୍ଷରୁ ଅଧିକ ଖୋଳତାଡ଼ ଜାରି ରହିଛି। bbox=[1147, 647, 1483, 1128]
article-mineral-smuggling bbox=[378, 101, 1126, 899]
article-ipl-betting bbox=[1137, 587, 1493, 1143]
article-paragraph: ଝାରସୁଗୁଡ଼ା(ଆଦ୍ୟାଶା)୨୮/୦୫:ଜଙ୍ଗଲ ଜମି ହଡ଼ପ ମାମଲାରେ ସ୍ଥାନୀୟ ପ୍ରଶାସନର ଚରମ ଅବହେଳାକୁ ନେଇ ଏକ ବଡ଼ ଧରଣର କାର୍ଯ୍ୟାନୁଷ୍ଠାନ ଗ୍ରହଣ କରାଯାଇଛି। ଝାରସୁଗୁଡ଼ା ଜିଲ୍ଲାର ମହଲୁଡ଼ା ଅଞ୍ଚଳରେ ଏକ ବେସରକାରୀ ମେଟାଲିକ୍ସ କମ୍ପାନୀ ଦ୍ୱାରା ବେଆଇନ ଭାବେ ବ୍ୟାପକ ଜଙ୍ଗଲ ଜମି ମାଡ଼ି ବସିବା ଅଭିଯୋଗ ମାମଲାର ଶୁଣାଣି କରି ଜାତୀୟ ହରିତ ଟ୍ରିବ୍ୟୁନାଲ୍ ର ଇଷ୍ଟର୍ଣ୍ଣ ଜୋନ୍ ବେଞ୍ଚ ଏକ ଗୁରୁତ୍ୱପୂର୍ଣ୍ଣ ନିଷ୍ପତ୍ତି ଶୁଣାଇଛନ୍ତି। କୋର୍ଟଙ୍କ ପକ୍ଷରୁ ବାରମ୍ବାର ନିର୍ଦ୍ଦେଶ ସତ୍ତ୍ୱେ ନିର୍ଦ୍ଧାରିତ ସମୟ ମଧ୍ୟରେ କୌଣସି ସନ୍ତୋଷଜନକ ଜବାବ ଦାଖଲ ନକରିବା ଏବଂ କାର୍ଯ୍ୟରେ ଚରମ ଅବହେଳା ପ୍ରଦର୍ଶନ କରିବା ଯୋଗୁଁ ଝାରସୁଗୁଡ଼ା ଡିଭିଜନାଲ୍ ଫରେଷ୍ଟ ଅଫିସର ଅର୍ଥାତ ମହୁ ଭଙ୍ଗ ଉପରେ ଏକକାଳୀନ ୨୫,୦୦୦ ଟଙ୍କାର ଜରିମାନା ଲାଗୁ କରିଛନ୍ତି ଟ୍ରିବ୍ୟୁନାଲ୍। କୋର୍ଟର କଠୋର ପଦକ୍ଷେପ ପରେ ସ୍ଥାନୀୟ ପ୍ରଶାସନ ଓ ସମ୍ପୃକ୍ତ ବିଭାଗ ମଧ୍ୟରେ ତତ୍ପରତା ପ୍ରକାଶ ପାଇଛି। ଏହି କ୍ରମରେ ଉକ୍ତ ପ୍ରତିଷ୍ଠାନ ଦ୍ୱାରା ବେଆଇନ ଭାବେ ଅକ୍ତିଆର କରାଯାଇଥିବା ୧୩୦ ଡିସମିଲ ଜଙ୍ଗଲ ଜମିକୁ ତୁରନ୍ତ ଖାଲି କରିବା ପାଇଁ ହାଇକୋର୍ଟ ଡ଼ାମ୍ପ ପ୍ରଶାସନ କର୍ତ୍ତୃପକ୍ଷଙ୍କୁ ସ୍ପଷ୍ଟ ନିର୍ଦ୍ଦେଶ ଜାରି କରିଛନ୍ତି। ଏଥିସହିତ ସମଗ୍ର ଘଟଣାର ସତ୍ୟାସତ୍ୟ ପରଖିବା ଏବଂ ବେଆଇନ ଜମି ଜବରଦଖଲର ସୀମା ନିର୍ଦ୍ଧାରଣ ପାଇଁ ଝାରସୁଗୁଡ଼ା ଜିଲ୍ଲାପାଳ ଓ ଏକ ସଂଯୁକ୍ତ କମିଟି ଗଠନ କରାଯାଇଛି। ଜଙ୍ଗଲ ବିଭାଗକୁ ଏକ ପୂଙ୍ଖାନୁପୁଙ୍ଖ ତଦନ୍ତ କରି ଏକ ବିସ୍ତୃତ ରିପୋର୍ଟ ଦାଖଲ କରିବାକୁ କୁହାଯାଇଛି। ଏହି ଘଟଣା ପରେ ଜଙ୍ଗଲ ଜମି ସୁରକ୍ଷା କ୍ଷେତ୍ରରେ କୋର୍ଟଙ୍କ ଏଭଳି କଡ଼ା ଆଭିମୁଖ୍ୟ ଏବେ ସ୍ଥାନୀୟ ଅଞ୍ଚଳରେ ଚର୍ଚ୍ଚାର ବିଷୟ ପାଲଟିଛି। bbox=[388, 1581, 1116, 1829]
